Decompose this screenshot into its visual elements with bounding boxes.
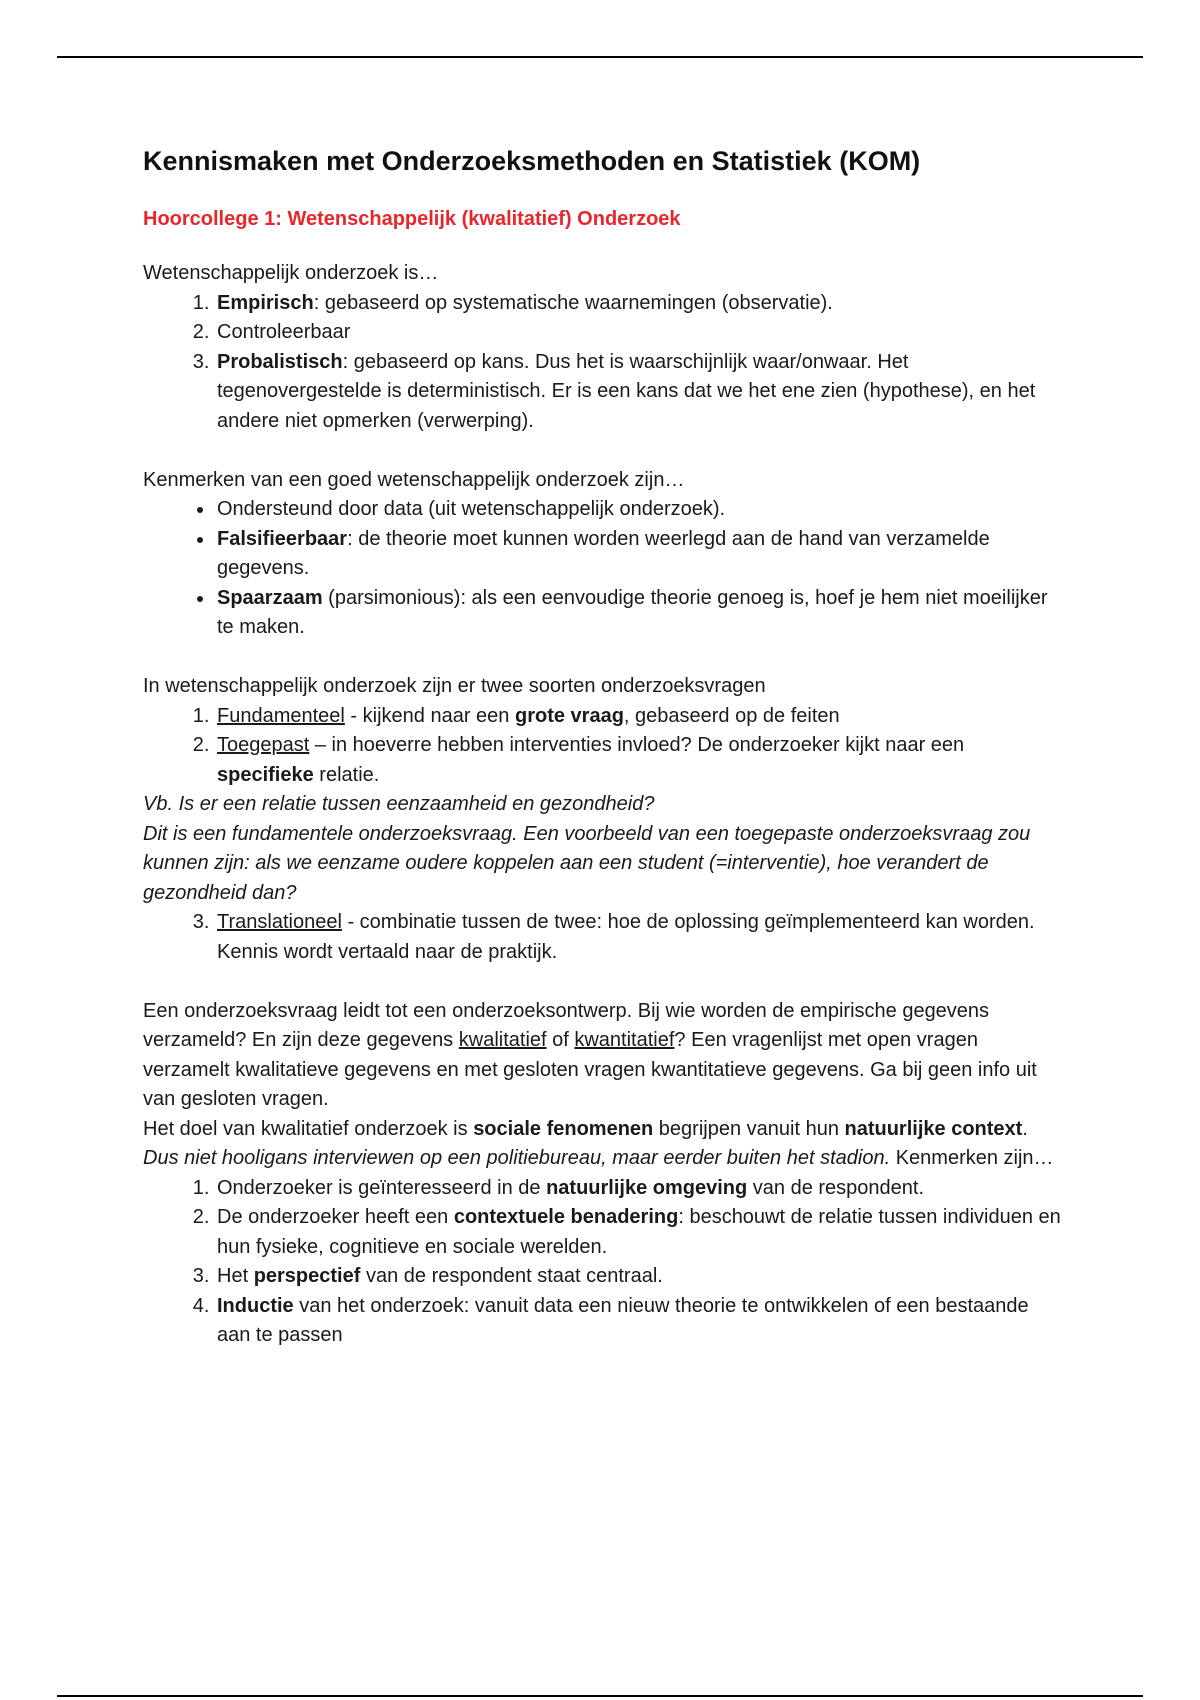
numbered-list — [143, 1174, 1063, 1351]
example-explanation: Dit is een fundamentele onderzoeksvraag. Een voorbeeld van een toegepaste onderzoeksvraag zou kunnen zijn: als we eenzame oudere koppelen aan een student (=interventie), hoe verandert de gezondheid dan? — [143, 822, 1031, 904]
list-item: 3. Het perspectief van de respondent staat centraal. — [215, 1262, 1063, 1292]
list-item: • Falsifieerbaar: de theorie moet kunnen worden weerlegd aan de hand van verzamelde gegevens. — [215, 525, 1063, 584]
list-item: 4. Inductie van het onderzoek: vanuit data een nieuw theorie te ontwikkelen of een bestaande aan te passen — [215, 1292, 1063, 1351]
header-rule — [57, 56, 1143, 58]
bullet-list — [143, 495, 1063, 643]
section-research-questions — [143, 672, 1063, 967]
list-item: • Spaarzaam (parsimonious): als een eenvoudige theorie genoeg is, hoef je hem niet moeilijker te maken. — [215, 584, 1063, 643]
numbered-list-continued — [143, 908, 1063, 967]
paragraph: Een onderzoeksvraag leidt tot een onderzoeksontwerp. Bij wie worden de empirische gegevens verzameld? En zijn deze gegevens kwalitatief of kwantitatief? Een vragenlijst met open vragen verzamelt kwalitatieve gegevens en met gesloten vragen kwantitatieve gegevens. Ga bij geen info uit van gesloten vragen. — [143, 999, 1037, 1110]
section-characteristics — [143, 466, 1063, 643]
document-title: Kennismaken met Onderzoeksmethoden en Statistiek (KOM) — [143, 146, 921, 176]
list-item: 1. Fundamenteel - kijkend naar een grote vraag, gebaseerd op de feiten — [215, 702, 1063, 732]
example-question: Vb. Is er een relatie tussen eenzaamheid en gezondheid? — [143, 793, 655, 815]
paragraph: Het doel van kwalitatief onderzoek is sociale fenomenen begrijpen vanuit hun natuurlijke context. Dus niet hooligans interviewen op een politiebureau, maar eerder buiten het stadion. Kenmerken zijn… — [143, 1117, 1054, 1169]
list-item: 1. Empirisch: gebaseerd op systematische waarnemingen (observatie). — [215, 289, 1063, 319]
numbered-list — [143, 289, 1063, 437]
footer-rule — [57, 1695, 1143, 1697]
section-intro: In wetenschappelijk onderzoek zijn er twee soorten onderzoeksvragen — [143, 675, 766, 697]
document-page — [143, 143, 1063, 1351]
section-qualitative-research — [143, 997, 1063, 1351]
numbered-list — [143, 702, 1063, 791]
section-intro: Kenmerken van een goed wetenschappelijk onderzoek zijn… — [143, 468, 685, 491]
section-scientific-research — [143, 259, 1063, 436]
list-item: 2. Controleerbaar — [215, 318, 1063, 348]
list-item: 2. De onderzoeker heeft een contextuele benadering: beschouwt de relatie tussen individuen en hun fysieke, cognitieve en sociale werelden. — [215, 1203, 1063, 1262]
list-item: 3. Translationeel - combinatie tussen de twee: hoe de oplossing geïmplementeerd kan worden. Kennis wordt vertaald naar de praktijk. — [215, 908, 1063, 967]
list-item: 1. Onderzoeker is geïnteresseerd in de natuurlijke omgeving van de respondent. — [215, 1174, 1063, 1204]
list-item: • Ondersteund door data (uit wetenschappelijk onderzoek). — [215, 495, 1063, 525]
lecture-heading: Hoorcollege 1: Wetenschappelijk (kwalitatief) Onderzoek — [143, 208, 681, 230]
list-item: 3. Probalistisch: gebaseerd op kans. Dus het is waarschijnlijk waar/onwaar. Het tegenovergestelde is deterministisch. Er is een kans dat we het ene zien (hypothese), en het andere niet opmerken (verwerping). — [215, 348, 1063, 437]
list-item: 2. Toegepast – in hoeverre hebben interventies invloed? De onderzoeker kijkt naar een specifieke relatie. — [215, 731, 1063, 790]
section-intro: Wetenschappelijk onderzoek is… — [143, 262, 439, 284]
